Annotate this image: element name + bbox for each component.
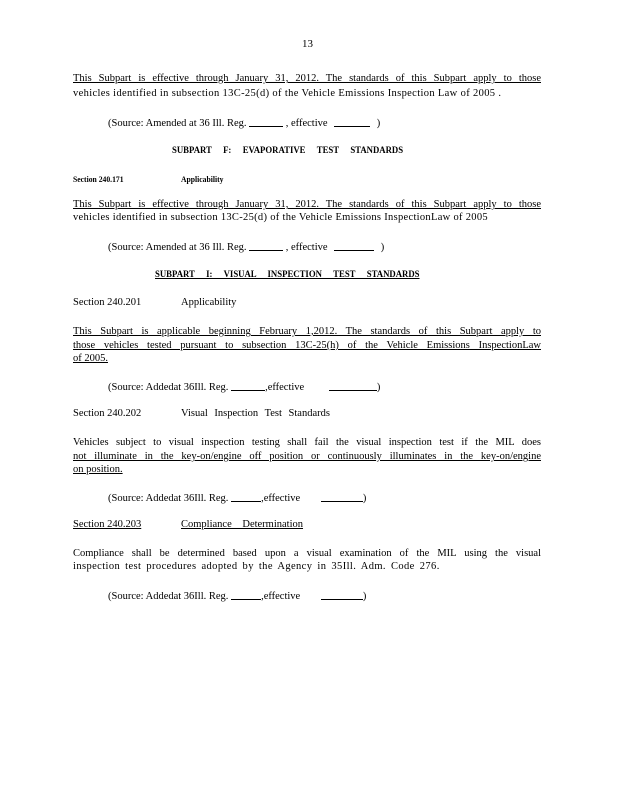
blank-line bbox=[329, 380, 377, 391]
source-note bbox=[108, 240, 384, 254]
blank-line bbox=[334, 240, 374, 251]
paragraph-line: vehicles identified in subsection 13C-25(d) of the Vehicle Emissions Inspection Law of 2005 . bbox=[73, 88, 502, 99]
paragraph-line: This Subpart is effective through January 31, 2012. The standards of this Subpart apply to those bbox=[73, 73, 541, 84]
page-number: 13 bbox=[302, 38, 313, 50]
source-end: ) bbox=[362, 493, 367, 504]
paragraph-line: Vehicles subject to visual inspection testing shall fail the visual inspection test if the MIL does bbox=[73, 437, 541, 448]
source-prefix: (Source: Amended at 36 Ill. Reg. bbox=[108, 118, 247, 129]
blank-line bbox=[249, 116, 283, 127]
paragraph-line: those vehicles tested pursuant to subsection 13C-25(h) of the Vehicle Emissions InspectionLaw bbox=[73, 340, 541, 351]
paragraph-line: inspection test procedures adopted by the Agency in 35Ill. Adm. Code 276. bbox=[73, 561, 440, 572]
section-number: Section 240.201 bbox=[73, 297, 142, 308]
source-prefix: (Source: Addedat 36Ill. Reg. bbox=[108, 493, 229, 504]
blank-line bbox=[249, 240, 283, 251]
source-prefix: (Source: Addedat 36Ill. Reg. bbox=[108, 382, 229, 393]
source-note bbox=[108, 589, 366, 603]
paragraph-line: vehicles identified in subsection 13C-25(d) of the Vehicle Emissions InspectionLaw of 2005 bbox=[73, 212, 488, 223]
paragraph-line: of 2005. bbox=[73, 353, 108, 364]
blank-line bbox=[321, 491, 363, 502]
section-title: Applicability bbox=[181, 174, 224, 184]
source-note bbox=[108, 380, 380, 394]
paragraph-line: This Subpart is applicable beginning February 1,2012. The standards of this Subpart apply to bbox=[73, 326, 541, 337]
source-end: ) bbox=[380, 242, 385, 253]
source-mid: , effective bbox=[285, 118, 328, 129]
source-end: ) bbox=[376, 118, 381, 129]
subpart-i-title: SUBPART I: VISUAL INSPECTION TEST STANDARDS bbox=[155, 270, 420, 280]
blank-line bbox=[231, 589, 261, 600]
section-number: Section 240.171 bbox=[73, 174, 124, 184]
section-title: Compliance Determination bbox=[181, 519, 304, 530]
blank-line bbox=[231, 380, 265, 391]
source-mid: , effective bbox=[285, 242, 328, 253]
section-title: Visual Inspection Test Standards bbox=[181, 408, 330, 419]
source-end: ) bbox=[376, 382, 381, 393]
subpart-f-title: SUBPART F: EVAPORATIVE TEST STANDARDS bbox=[172, 146, 404, 156]
section-number: Section 240.202 bbox=[73, 408, 142, 419]
source-prefix: (Source: Amended at 36 Ill. Reg. bbox=[108, 242, 247, 253]
source-mid: ,effective bbox=[261, 493, 301, 504]
paragraph-line: This Subpart is effective through January 31, 2012. The standards of this Subpart apply to those bbox=[73, 199, 541, 210]
source-mid: ,effective bbox=[261, 591, 301, 602]
paragraph-line: on position. bbox=[73, 464, 123, 475]
paragraph-line: not illuminate in the key-on/engine off position or continuously illuminates in the key-on/engine bbox=[73, 451, 541, 462]
source-end: ) bbox=[362, 591, 367, 602]
blank-line bbox=[321, 589, 363, 600]
source-note bbox=[108, 491, 366, 505]
source-prefix: (Source: Addedat 36Ill. Reg. bbox=[108, 591, 229, 602]
blank-line bbox=[334, 116, 370, 127]
section-title: Applicability bbox=[181, 297, 237, 308]
source-note bbox=[108, 116, 380, 130]
source-mid: ,effective bbox=[265, 382, 305, 393]
blank-line bbox=[231, 491, 261, 502]
paragraph-line: Compliance shall be determined based upon a visual examination of the MIL using the visual bbox=[73, 548, 541, 559]
section-number: Section 240.203 bbox=[73, 519, 142, 530]
